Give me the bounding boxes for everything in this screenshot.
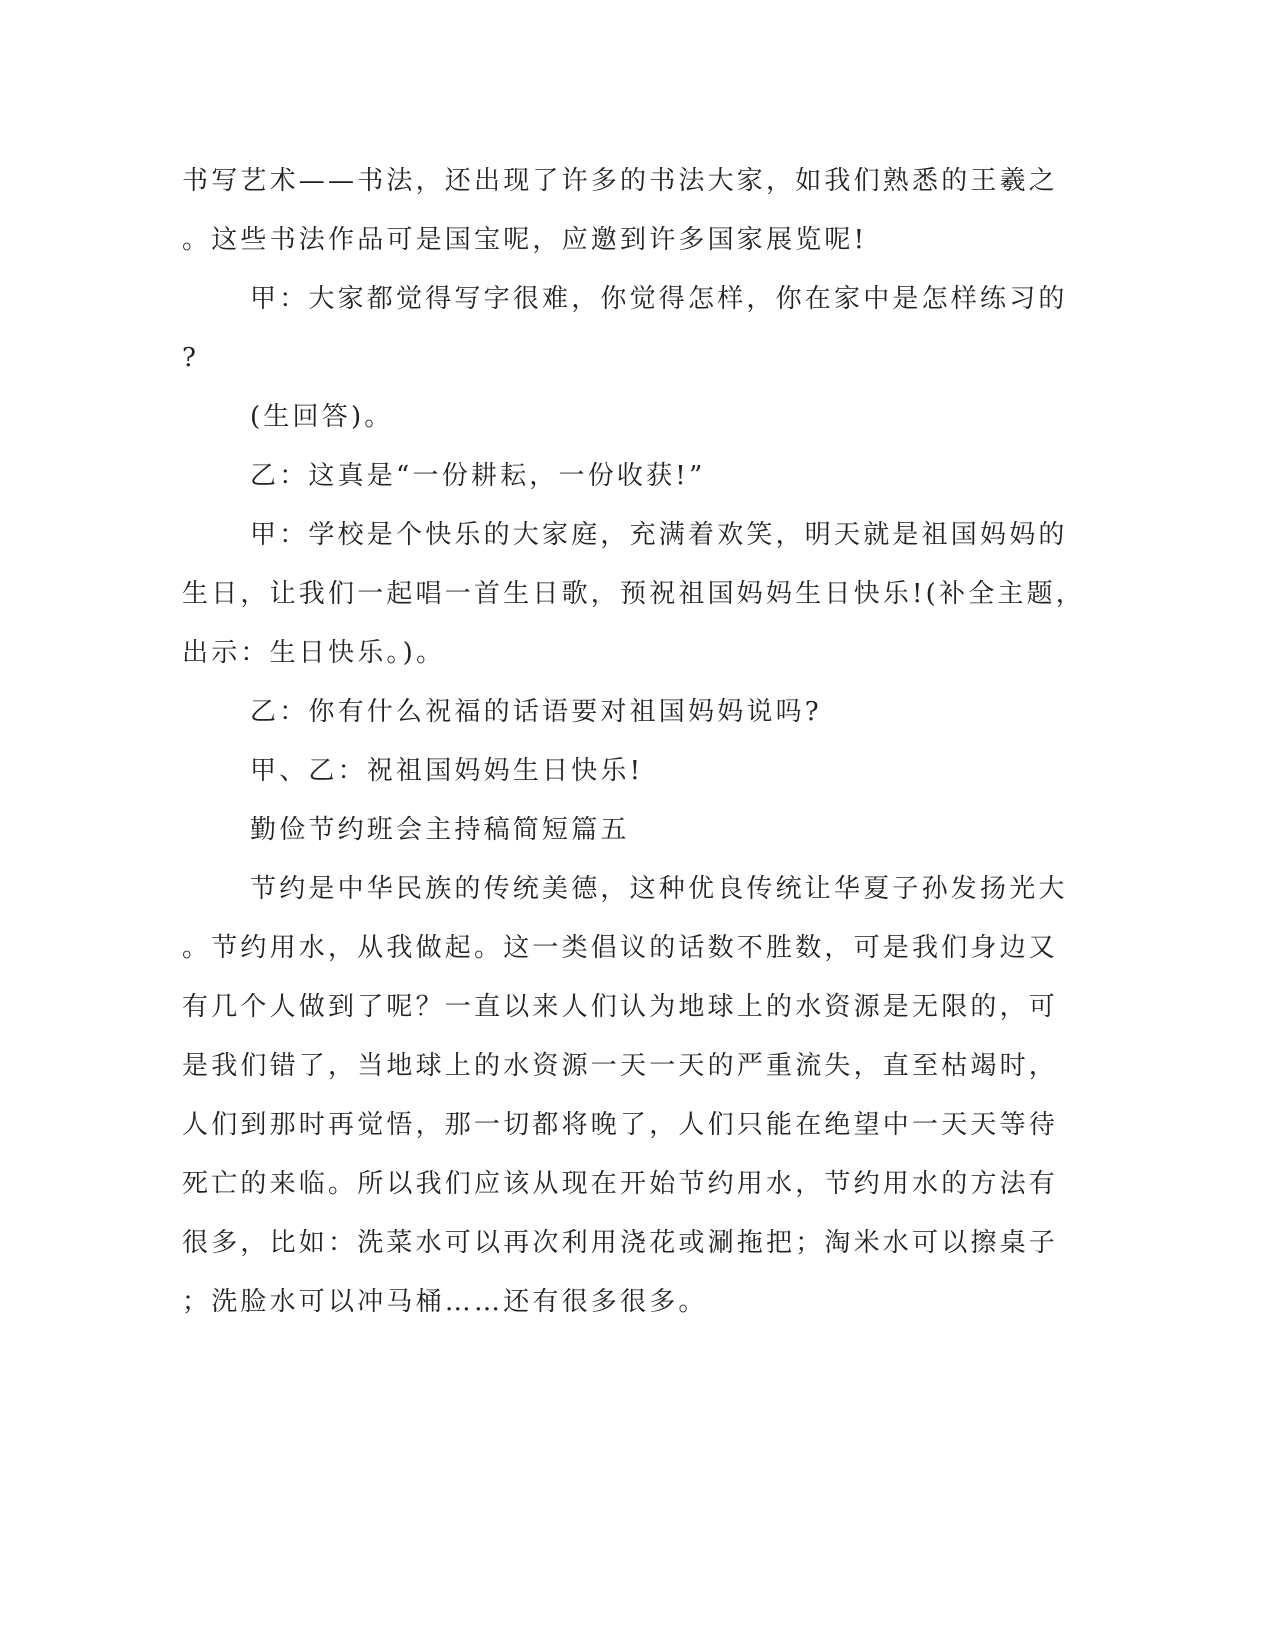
text-line: 生日，让我们一起唱一首生日歌，预祝祖国妈妈生日快乐!(补全主题， xyxy=(182,579,1085,609)
dialogue-line: 甲、乙：祝祖国妈妈生日快乐! xyxy=(250,756,644,786)
paragraph-line: 是我们错了，当地球上的水资源一天一天的严重流失，直至枯竭时， xyxy=(182,1051,1059,1081)
section-heading: 勤俭节约班会主持稿简短篇五 xyxy=(250,815,630,845)
dialogue-line: 甲：学校是个快乐的大家庭，充满着欢笑，明天就是祖国妈妈的 xyxy=(250,520,1068,550)
text-line: ? xyxy=(182,343,200,373)
paragraph-line: 。节约用水，从我做起。这一类倡议的话数不胜数，可是我们身边又 xyxy=(182,933,1059,963)
text-line: 。这些书法作品可是国宝呢，应邀到许多国家展览呢! xyxy=(182,225,868,255)
dialogue-line: 乙：你有什么祝福的话语要对祖国妈妈说吗? xyxy=(250,697,822,727)
paragraph-line: 有几个人做到了呢？一直以来人们认为地球上的水资源是无限的，可 xyxy=(182,992,1059,1022)
paragraph-line: 节约是中华民族的传统美德，这种优良传统让华夏子孙发扬光大 xyxy=(250,874,1068,904)
paragraph-line: 人们到那时再觉悟，那一切都将晚了，人们只能在绝望中一天天等待 xyxy=(182,1110,1059,1140)
text-line: 出示：生日快乐。)。 xyxy=(182,638,446,668)
paragraph-line: ；洗脸水可以冲马桶……还有很多很多。 xyxy=(182,1287,708,1317)
dialogue-line: 甲：大家都觉得写字很难，你觉得怎样，你在家中是怎样练习的 xyxy=(250,284,1068,314)
paragraph-line: 很多，比如：洗菜水可以再次利用浇花或涮拖把；淘米水可以擦桌子 xyxy=(182,1228,1059,1258)
dialogue-line: 乙：这真是“一份耕耘，一份收获!” xyxy=(250,461,706,491)
paragraph-line: 死亡的来临。所以我们应该从现在开始节约用水，节约用水的方法有 xyxy=(182,1169,1059,1199)
stage-direction: (生回答)。 xyxy=(250,402,394,432)
text-line: 书写艺术——书法，还出现了许多的书法大家，如我们熟悉的王羲之 xyxy=(182,166,1059,196)
